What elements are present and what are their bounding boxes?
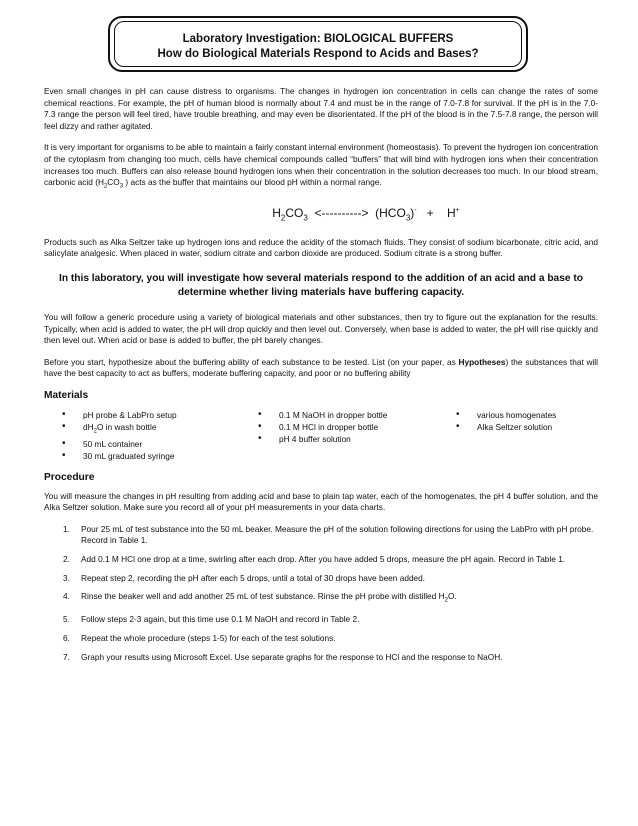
- material-item: [62, 421, 258, 438]
- step-text-end: O.: [447, 591, 457, 602]
- eq-hco: (HCO: [375, 206, 406, 221]
- intro-p2-text-a: It is very important for organisms to be able to maintain a fairly constant internal environment (homeostasis). To prevent the hydrogen ion concentration of the cytoplasm from changing too much, cells have chemical compounds called “buffers” that will bind with hydrogen ions when their concentration increases too much. Buffers can also release bound hydrogen ions when their concentration in the solution decreases too much. In our blood stream, carbonic acid (H: [44, 142, 598, 188]
- step-number: 1.: [63, 523, 70, 534]
- eq-h-sub: 2: [280, 213, 286, 223]
- eq-hco-sub: 3: [405, 213, 411, 223]
- hypothesis-paragraph: [44, 357, 598, 380]
- eq-h: H: [272, 206, 281, 221]
- material-item: • 0.1 M HCl in dropper bottle: [258, 421, 456, 433]
- material-item: • 50 mL container: [62, 438, 258, 450]
- material-item: • 30 mL graduated syringe: [62, 450, 258, 462]
- procedure-step: [44, 614, 598, 626]
- procedure-step: [44, 591, 598, 607]
- carbonic-acid-equation: [134, 203, 598, 226]
- procedure-step: [44, 524, 598, 547]
- materials-heading: Materials: [44, 389, 89, 401]
- step-text: Repeat step 2, recording the pH after each 5 drops, until a total of 30 drops have been added.: [81, 572, 426, 583]
- hypothesis-text-a: Before you start, hypothesize about the buffering ability of each substance to be tested. List (on your paper, as: [44, 356, 459, 367]
- title-banner: [108, 16, 528, 72]
- procedure-step: [44, 633, 598, 645]
- hypothesis-bold: Hypotheses: [458, 356, 506, 367]
- eq-hplus: H: [446, 206, 456, 221]
- step-number: 5.: [63, 614, 70, 625]
- eq-minus: -: [414, 207, 417, 215]
- eq-co: CO: [285, 206, 304, 221]
- title-line-2: How do Biological Materials Respond to Acids and Bases?: [157, 48, 479, 60]
- material-item: • 0.1 M NaOH in dropper bottle: [258, 409, 456, 421]
- step-number: 2.: [63, 553, 70, 564]
- procedure-step: [44, 573, 598, 585]
- page-title: [108, 32, 528, 62]
- material-dh2o-b: O in wash bottle: [96, 421, 157, 432]
- step-sub: 2: [444, 597, 448, 604]
- step-text: Repeat the whole procedure (steps 1-5) for each of the test solutions.: [81, 633, 336, 644]
- materials-list: [62, 409, 598, 462]
- step-number: 6.: [63, 633, 70, 644]
- step-text: Follow steps 2-3 again, but this time use 0.1 M NaOH and record in Table 2.: [81, 614, 360, 625]
- step-text: Graph your results using Microsoft Excel. Use separate graphs for the response to HCl and the response to NaOH.: [81, 651, 503, 662]
- step-number: 3.: [63, 572, 70, 583]
- eq-plus: +: [416, 206, 447, 221]
- materials-column-3: [456, 409, 596, 462]
- materials-column-2: [258, 409, 456, 462]
- hypothesis-text-b: ) the substances that will have the best capacity to act as buffers, moderate buffering capacity, and poor or no buffering ability: [44, 356, 598, 379]
- intro-paragraph-2: [44, 142, 598, 193]
- eq-hplus-sup: +: [455, 207, 460, 215]
- step-number: 7.: [63, 651, 70, 662]
- eq-co-sub: 3: [303, 213, 308, 223]
- materials-column-1: [62, 409, 258, 462]
- material-item: • pH 4 buffer solution: [258, 433, 456, 445]
- procedure-step: [44, 652, 598, 664]
- document-body: [44, 86, 598, 670]
- material-dh2o-sub: 2: [93, 428, 97, 435]
- intro-p2-sub-1: 2: [103, 183, 108, 190]
- products-paragraph: Products such as Alka Seltzer take up hydrogen ions and reduce the acidity of the stomach fluids. They consist of sodium bicarbonate, citric acid, and salicylate analgesic. When placed in water, sodium citrate and carbon dioxide are produced. Sodium citrate is a strong buffer.: [44, 236, 598, 259]
- lab-objective: In this laboratory, you will investigate how several materials respond to the addition of an acid and a base to determine whether living materials have buffering capacity.: [58, 272, 583, 298]
- procedure-step: [44, 554, 598, 566]
- step-text: Rinse the beaker well and add another 25 mL of test substance. Rinse the pH probe with distilled H: [81, 591, 445, 602]
- procedure-intro-paragraph: You will follow a generic procedure using a variety of biological materials and other substances, then try to figure out the explanation for the results. Typically, when acid is added to water, the pH will drop quickly and then level out. Conversely, when base is added to water, the pH will rise quickly and then level out. When acid or base is added to buffer, the pH barely changes.: [44, 311, 598, 346]
- material-dh2o-a: dH: [83, 421, 94, 432]
- step-text: Add 0.1 M HCl one drop at a time, swirling after each drop. After you have added 5 drops, measure the pH again. Record in Table 1.: [81, 553, 566, 564]
- step-text: Pour 25 mL of test substance into the 50 mL beaker. Measure the pH of the solution following directions for using the LabPro with pH probe. Record in Table 1.: [81, 523, 594, 546]
- intro-p2-text-c: ) acts as the buffer that maintains our blood pH within a normal range.: [123, 177, 382, 188]
- intro-p2-text-b: CO: [107, 177, 120, 188]
- intro-paragraph-1: Even small changes in pH can cause distress to organisms. The changes in hydrogen ion concentration in cells can change the rates of some chemical reactions. For example, the pH of human blood is normally about 7.4 and must be in the range of 7.0-7.8 for survival. If the pH is in the 7.0-7.3 range the person will feel tired, have trouble breathing, and may even be disorientated. If the pH of the blood is in the 7.5-7.8 range, the person will feel dizzy and rather agitated.: [44, 86, 598, 131]
- title-line-1: Laboratory Investigation: BIOLOGICAL BUFFERS: [182, 33, 454, 45]
- procedure-intro: You will measure the changes in pH resulting from adding acid and base to plain tap water, each of the homogenates, the pH 4 buffer solution, and the Alka Seltzer solution. Make sure you record all of your pH measurements in your data charts.: [44, 490, 598, 513]
- intro-p2-sub-2: 3: [119, 183, 124, 190]
- step-number: 4.: [63, 591, 70, 602]
- material-item: • pH probe & LabPro setup: [62, 409, 258, 421]
- material-item: • Alka Seltzer solution: [456, 421, 596, 433]
- eq-hco-close: ): [410, 206, 415, 221]
- material-item: • various homogenates: [456, 409, 596, 421]
- procedure-steps: [44, 524, 598, 663]
- eq-arrow: <---------->: [307, 206, 376, 221]
- procedure-heading: Procedure: [44, 472, 95, 484]
